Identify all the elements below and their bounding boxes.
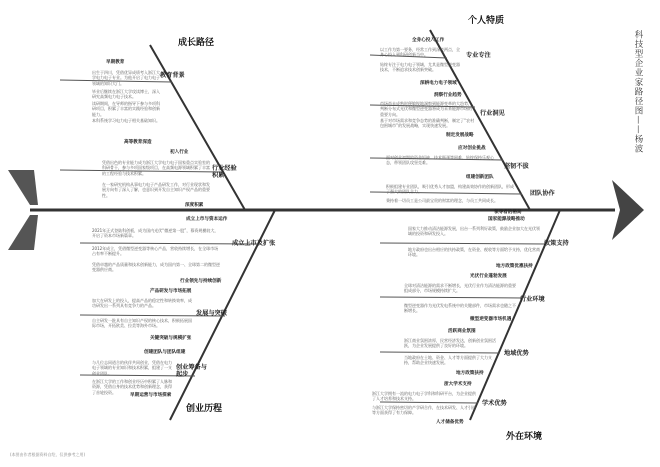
cat-founding-listing: 成立上市及扩张 (232, 240, 276, 247)
para-edu-1: 出生于四川，凭借优异成绩考入浙江大学电力电子专业。为他开启了电力电子领域的知识大门。 (92, 70, 160, 86)
para-edu-3: 读研期间，在导师的指导下参与多项科研项目，积累了丰富的实践经验和创新能力。 (92, 101, 160, 117)
section-growth-path: 成长路径 (178, 38, 215, 48)
sub-deep-power-electronics: 深耕电力电子领域 (420, 81, 457, 86)
sub-key-breakthrough: 关键突破与规模扩张 (150, 336, 192, 341)
sub-development-strategy: 制定发展战略 (446, 133, 474, 138)
cat-industry-environment: 行业环境 (520, 296, 545, 303)
section-venture-history: 创业历程 (186, 404, 223, 414)
sub-founding-capital: 成立上市与资本运作 (186, 217, 228, 222)
sub-team-formation: 创建团队与团队组建 (144, 350, 186, 355)
sub-industry-leadership: 行业领先与持续创新 (180, 279, 222, 284)
para-sci-1: 浙江大学拥有一流的电力电子学科和科研平台，为企业提供了人才培养和技术支持。 (372, 391, 476, 402)
sub-pv-boom: 光伏行业蓬勃发展 (470, 274, 507, 279)
sub-local-policy: 地方政策优惠扶持 (496, 264, 533, 269)
para-reg-2: 当地政府在土地、资金、人才等方面提供了大力支持，帮助企业快速发展。 (404, 355, 492, 366)
cat-industry-insight: 行业洞见 (480, 110, 505, 117)
para-edu-2: 毕业后继续在浙江大学攻读博士，深入研究高频电力电子技术。 (92, 89, 160, 100)
sub-entering-industry: 初入行业 (170, 150, 189, 155)
sub-national-energy: 国家能源战略推动 (488, 217, 525, 222)
diagram-title: 科技型企业家路径图——杨波 (633, 30, 643, 154)
sub-innovation-team: 组建创新团队 (466, 175, 494, 180)
sub-micro-inverter-opportunity: 微型逆变器市场机遇 (470, 317, 512, 322)
cat-academic-advantage: 学术优势 (482, 400, 507, 407)
para-mk-1: 市场尚未成熟时便敏锐地洞察到能源变革的大趋势，判断分布式光伏和微型逆变器将成为未来能源市场的重要方向。 (380, 101, 472, 117)
cat-education: 教育背景 (160, 72, 185, 79)
para-work-2: 在一家研究机构从事电力电子产品研发工作，对行业现状和发展方向有了深入了解，也意识到开发自主知识产权产品的重要性。 (102, 182, 210, 198)
para-pol-2: 地方政府也出台相应的扶持政策，在资金、税收等方面给予支持，优化营商环境。 (408, 247, 540, 258)
sub-local-support: 地方政策扶持 (456, 371, 484, 376)
sub-product-market: 产品研发与市场拓展 (150, 289, 192, 294)
arrow-head (612, 180, 644, 240)
section-personal-traits: 个人特质 (468, 16, 505, 26)
sub-early-operations: 早期运营与市场探索 (130, 393, 172, 398)
para-pro-2: 始终专注于电力电子领域，尤其是微型逆变器技术，不断追求技术创新突破。 (380, 62, 460, 73)
sub-business-atmosphere: 活跃商业氛围 (448, 329, 476, 334)
cat-teamwork: 团队协作 (530, 190, 555, 197)
footnote: (本图由作者根据资料自绘，仅供参考之用) (10, 452, 86, 457)
sub-talent-reserve: 人才储备优势 (436, 420, 464, 425)
sub-higher-education: 高等教育深造 (124, 140, 152, 145)
para-sci-2: 与浙江大学保持密切的产学研合作，在技术研发、人才引进等方面获得了有力保障。 (372, 405, 476, 416)
para-team-1: 积极组建专业团队，吸引优秀人才加盟，构建高效协作的创新团队，形成了强大的团队合力。 (386, 184, 514, 195)
sub-zju-support: 浙大学术支持 (444, 382, 472, 387)
sub-leader-vision: 领导者的格局 (494, 210, 522, 215)
branch-reg (380, 352, 500, 353)
sub-early-education: 早期教育 (106, 60, 125, 65)
branch-pol (380, 243, 546, 244)
cat-industry-experience: 行业经验积累 (212, 165, 237, 180)
para-reg-1: 浙江商业氛围浓厚，民营经济发达，创新创业氛围活跃，为企业发展提供了良好的环境。 (404, 338, 496, 349)
para-early-1: 与几位志同道合的伙伴共同创业，凭借在电力电子领域的专业知识和技术积累，组建了一支创业团队。 (92, 360, 172, 376)
para-pol-1: 国家大力推动清洁能源发展，出台一系列利好政策，鼓励企业加大在光伏领域的投资和研发投入。 (408, 226, 540, 237)
sub-startup-challenges: 应对创业挑战 (458, 146, 486, 151)
cat-development-breakthrough: 发展与突破 (196, 310, 227, 317)
para-edu-4: 本科系统学习电力电子相关基础知识。 (92, 118, 160, 123)
para-mk-2: 基于对市场需求和竞争态势的准确判断，制定了“农村包围城市”的发展战略，实现快速发展。 (380, 118, 475, 129)
para-ind-1: 全球对清洁能源的需求不断增长，光伏行业作为清洁能源的重要组成部分，市场规模持续扩大。 (404, 283, 516, 294)
branch-sci (380, 402, 478, 403)
para-found-1: 2021年正式登陆科创板，成为国内光伏“微逆第一股”，募资规模较大，开启了资本市场新篇章。 (92, 228, 219, 239)
para-early-2: 在浙江大学的工作和创业经历中积累了人脉和资源，凭借自身的技术优势和创新理念，获得了首轮投资。 (92, 379, 172, 395)
cat-perseverance: 坚韧不拔 (504, 163, 529, 170)
para-work-1: 凭借出色的专业能力成为浙江大学电力电子国家重点实验室的科研骨干，参与多项国家级项目，在高频电源领域积累了丰富的工程经验与技术积累。 (102, 160, 210, 176)
para-found-2: 2012年成立，凭借微型逆变器等核心产品，营收持续增长，在全球市场占有率不断提升。 (92, 246, 219, 257)
para-team-2: 秉持着一切员工是公司最宝贵的财富的理念，与员工共同成长。 (386, 198, 498, 203)
para-prod-1: 加大在研发上的投入，提高产品的稳定性和转换效率，成功研发出一系列具有竞争力的产品。 (92, 298, 192, 309)
cat-regional-advantage: 地域优势 (504, 350, 529, 357)
sub-full-commitment: 全身心投入工作 (412, 38, 445, 43)
cat-policy-support: 政策支持 (544, 240, 569, 247)
cat-professional-focus: 专业专注 (466, 52, 491, 59)
tail-fin-bottom (8, 215, 38, 250)
para-prod-2: 自主研发一批具有自主知识产权的核心技术，积极拓展国际市场，开拓欧美、拉美等海外市场。 (92, 318, 192, 329)
para-res-1: 面对创业初期的资金短缺、技术瓶颈等困难，始终保持乐观心态，带领团队攻坚克难。 (386, 155, 494, 166)
para-pro-1: 以工作为第一要务，经常工作到深夜两点，全身心投入到科研创新当中。 (380, 47, 460, 58)
cat-startup-preparation: 创业筹备与起步 (176, 364, 207, 379)
branch-ind (380, 297, 523, 298)
tail-fin-top (8, 170, 38, 205)
section-external-env: 外在环境 (506, 432, 543, 442)
sub-industry-trend: 洞察行业趋势 (434, 93, 462, 98)
para-ind-2: 微型逆变器作为光伏发电系统中的关键部件，市场需求也随之不断增长。 (404, 303, 516, 314)
para-found-3: 凭借卓越的产品质量和技术创新能力，成为国内第一、全球第二的微型逆变器供应商。 (92, 262, 220, 273)
sub-deep-accumulation: 深度积累 (185, 203, 204, 208)
